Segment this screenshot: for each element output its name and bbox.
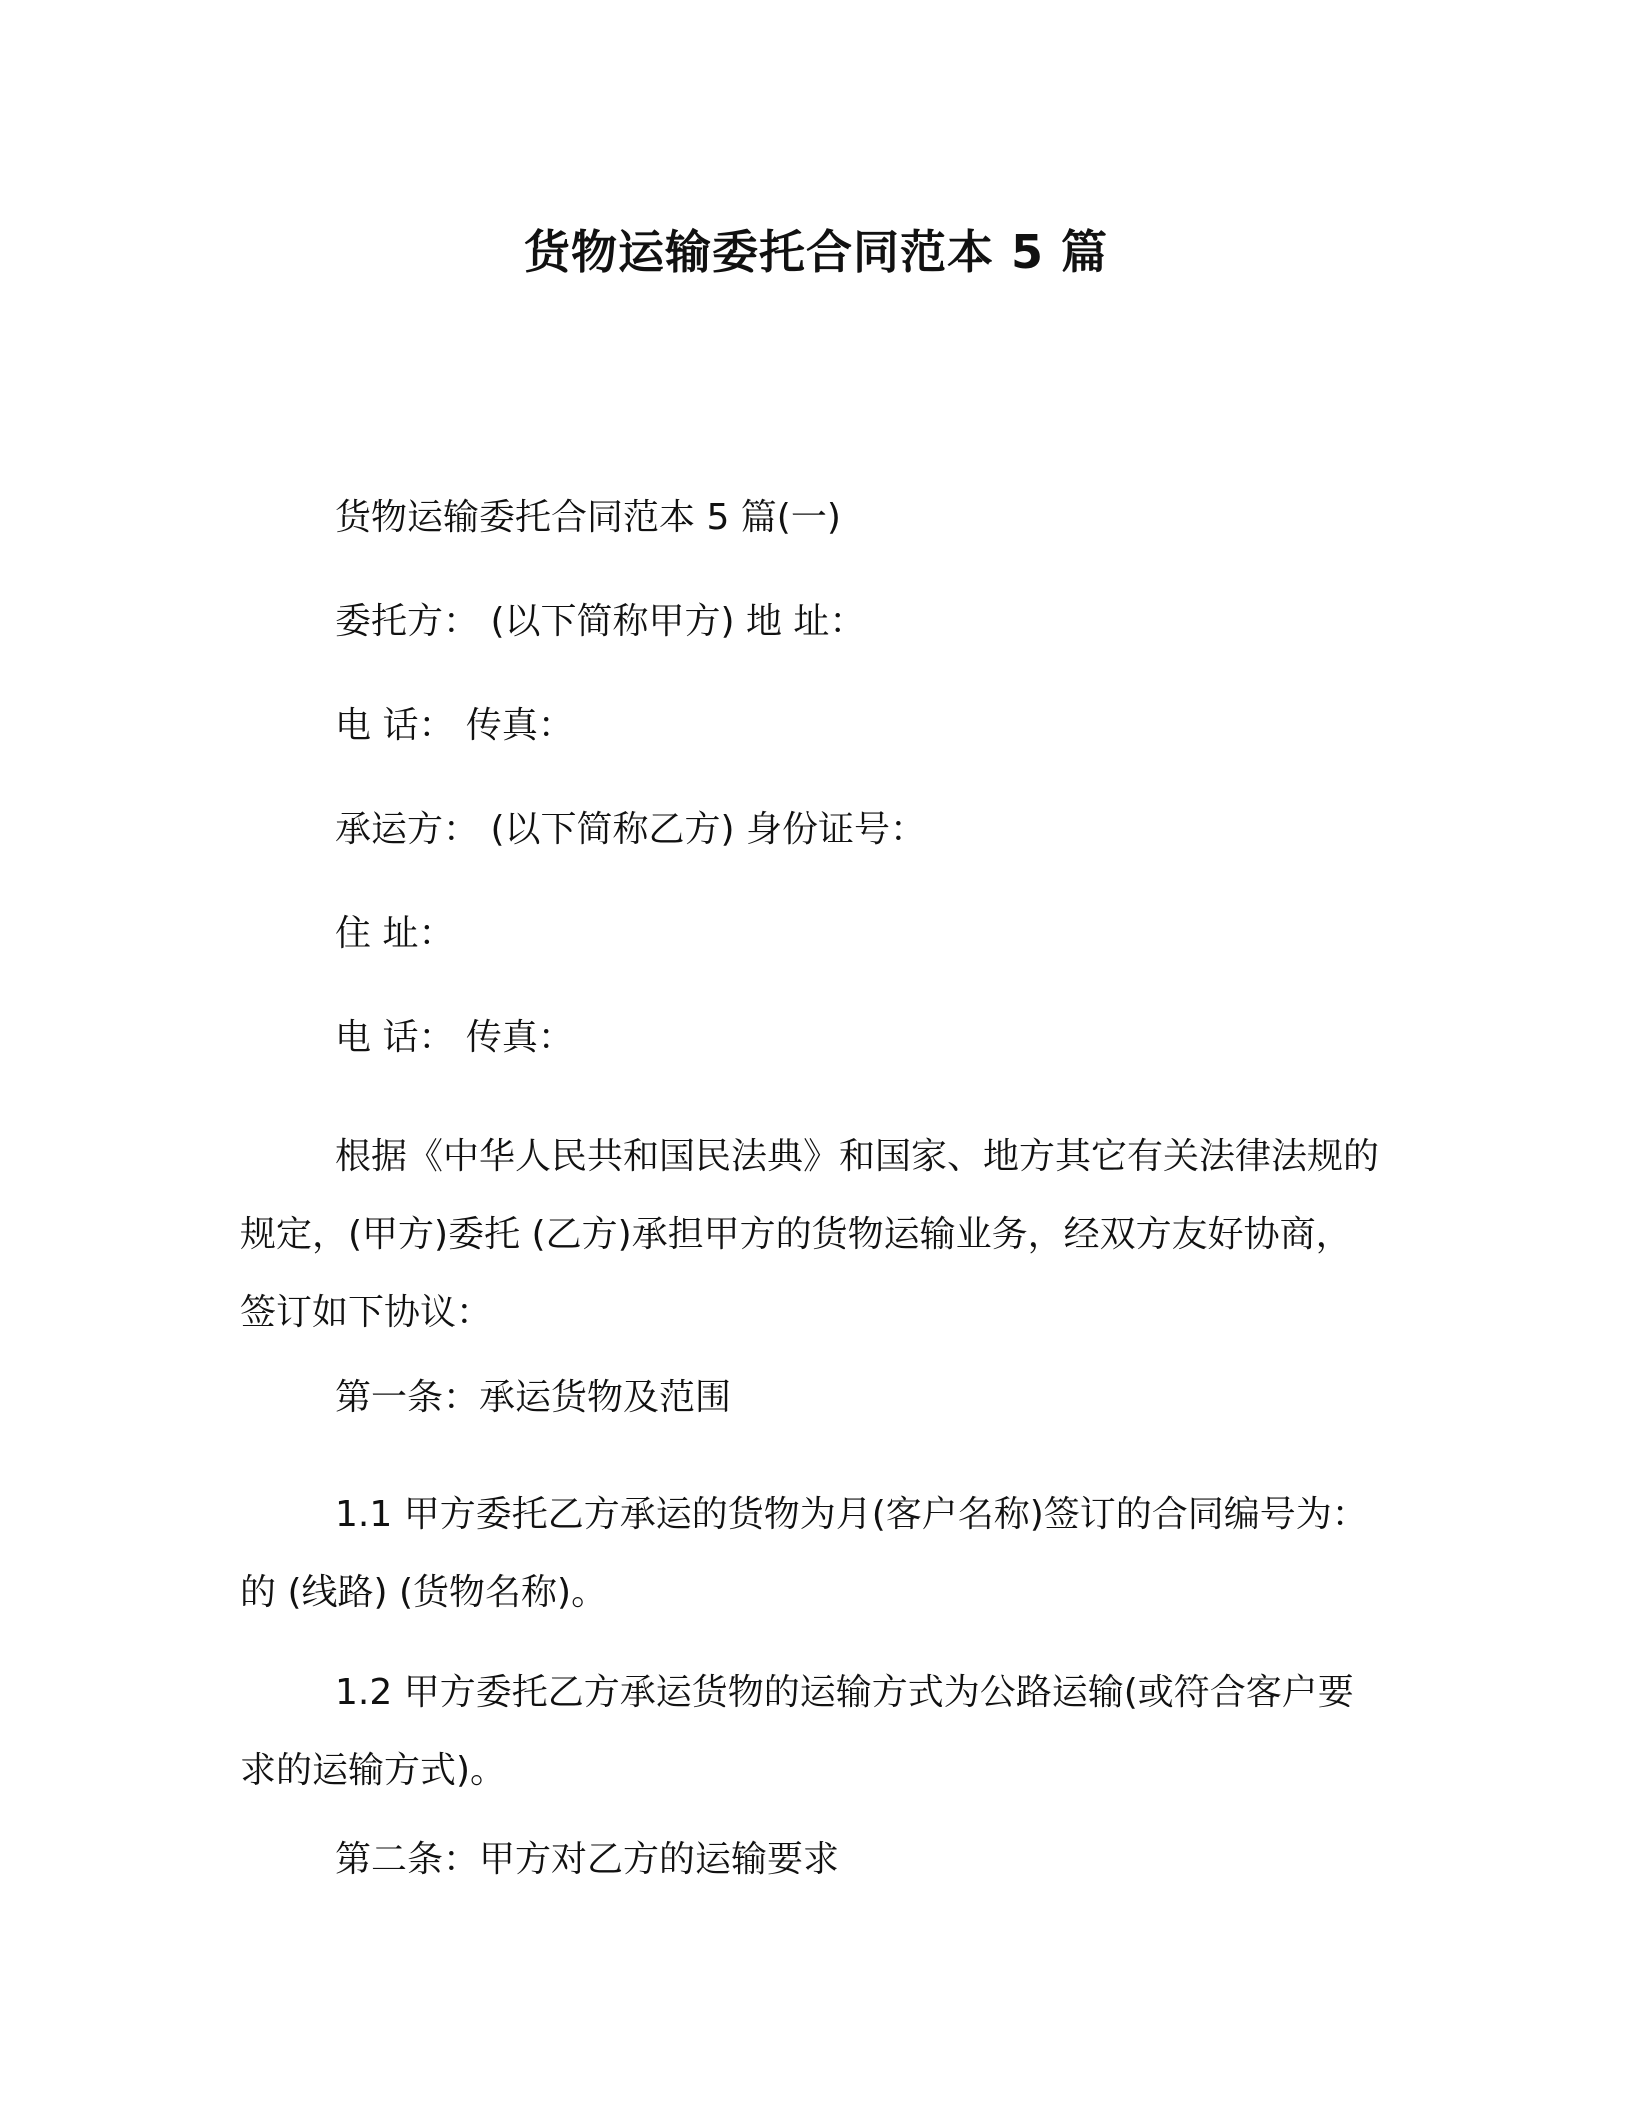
client-phone-line: 电 话： 传真： <box>335 705 574 746</box>
contract-subtitle: 货物运输委托合同范本 5 篇(一) <box>335 497 841 538</box>
clause-1-1-paragraph: 1.1 甲方委托乙方承运的货物为月(客户名称)签订的合同编号为：的 (线路) (货物名称)。 <box>240 1494 1368 1613</box>
carrier-address-line: 住 址： <box>335 913 455 954</box>
article-2-heading: 第二条：甲方对乙方的运输要求 <box>335 1839 840 1880</box>
preamble-paragraph: 根据《中华人民共和国民法典》和国家、地方其它有关法律法规的规定，(甲方)委托 (乙方)承担甲方的货物运输业务，经双方友好协商，签订如下协议： <box>240 1136 1380 1333</box>
article-1-heading: 第一条：承运货物及范围 <box>335 1377 732 1418</box>
carrier-phone-line: 电 话： 传真： <box>335 1017 574 1058</box>
client-info-line: 委托方： (以下简称甲方) 地 址： <box>335 601 866 642</box>
clause-1-2-paragraph: 1.2 甲方委托乙方承运货物的运输方式为公路运输(或符合客户要求的运输方式)。 <box>240 1672 1354 1791</box>
carrier-info-line: 承运方： (以下简称乙方) 身份证号： <box>335 809 926 850</box>
document-title: 货物运输委托合同范本 5 篇 <box>523 225 1109 279</box>
